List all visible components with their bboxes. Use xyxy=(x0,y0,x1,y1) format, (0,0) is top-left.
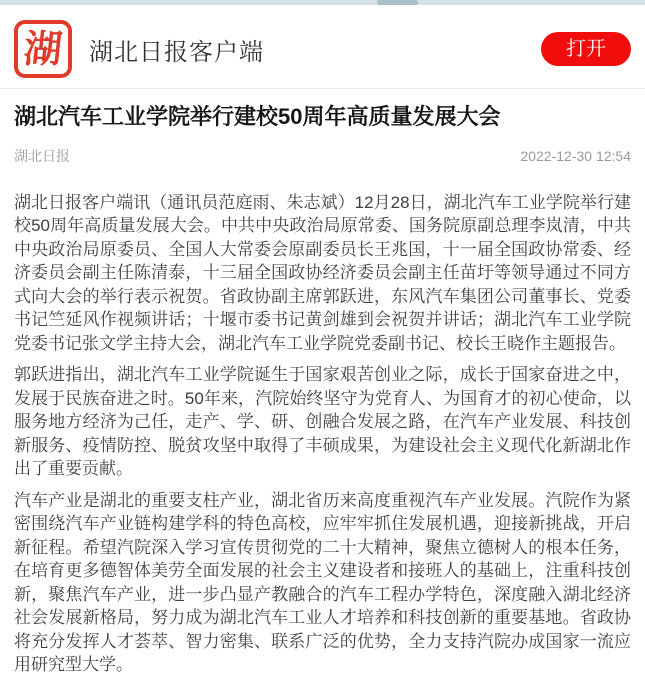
article-paragraph: 湖北日报客户端讯（通讯员范庭雨、朱志斌）12月28日，湖北汽车工业学院举行建校50周年高质量发展大会。中共中央政治局原常委、国务院原副总理李岚清，中共中央政治局原委员、全国人大常委会原副委员长王兆国，十一届全国政协常委、经济委员会副主任陈清泰，十三届全国政协经济委员会副主任苗圩等领导通过不同方式向大会的举行表示祝贺。省政协副主席郭跃进，东风汽车集团公司董事长、党委书记竺延风作视频讲话；十堰市委书记黄剑雄到会祝贺并讲话；湖北汽车工业学院党委书记张文学主持大会，湖北汽车工业学院党委副书记、校长王晓作主题报告。 xyxy=(14,192,631,353)
article-content xyxy=(0,102,645,677)
article-paragraph: 郭跃进指出，湖北汽车工业学院诞生于国家艰苦创业之际，成长于国家奋进之中，发展于民族奋进之时。50年来，汽院始终坚守为党育人、为国育才的初心使命，以服务地方经济为己任，走产、学、研、创融合发展之路，在汽车产业发展、科技创新服务、疫情防控、脱贫攻坚中取得了丰硕成果，为建设社会主义现代化新湖北作出了重要贡献。 xyxy=(14,365,631,479)
open-app-button[interactable]: 打开 xyxy=(541,32,631,66)
hubei-daily-seal-icon[interactable] xyxy=(14,20,72,78)
article-body xyxy=(14,191,631,677)
article-title: 湖北汽车工业学院举行建校50周年高质量发展大会 xyxy=(14,104,501,129)
app-banner xyxy=(0,5,645,88)
app-title: 湖北日报客户端 xyxy=(89,38,264,66)
article-source: 湖北日报 xyxy=(14,147,70,164)
header-divider xyxy=(0,88,645,89)
article-paragraph: 汽车产业是湖北的重要支柱产业，湖北省历来高度重视汽车产业发展。汽院作为紧密围绕汽车产业链构建学科的特色高校，应牢牢抓住发展机遇，迎接新挑战，开启新征程。希望汽院深入学习宣传贯彻党的二十大精神，聚焦立德树人的根本任务，在培育更多德智体美劳全面发展的社会主义建设者和接班人的基础上，注重科技创新，聚焦汽车产业，进一步凸显产教融合的汽车工程办学特色，深度融入湖北经济社会发展新格局，努力成为湖北汽车工业人才培养和科技创新的重要基地。省政协将充分发挥人才荟萃、智力密集、联系广泛的优势，全力支持汽院办成国家一流应用研究型大学。 xyxy=(14,490,631,675)
scrollbar-thumb[interactable] xyxy=(377,0,418,5)
top-scrollbar-track[interactable] xyxy=(0,0,645,5)
publish-timestamp: 2022-12-30 12:54 xyxy=(520,147,631,164)
article-meta xyxy=(14,146,631,166)
seal-character: 湖 xyxy=(21,26,65,71)
